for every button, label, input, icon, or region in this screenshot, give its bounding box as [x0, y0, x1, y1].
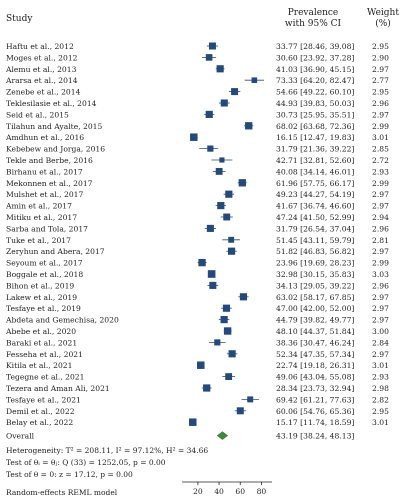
study-row: [5, 65, 389, 74]
x-tick-label: 60: [235, 487, 246, 496]
ci-value: 49.23 [44.27, 54.19]: [276, 190, 355, 200]
study-marker: [203, 384, 210, 391]
study-label: Mulshet et al., 2017: [6, 190, 84, 200]
study-marker: [228, 248, 235, 255]
study-label: Kitila et al., 2021: [6, 361, 73, 371]
study-row: [6, 145, 389, 154]
ci-value: 61.96 [57.75, 66.17]: [276, 178, 355, 188]
study-label: Amin et al., 2017: [6, 201, 72, 211]
weight-value: 2.85: [372, 144, 389, 154]
study-label: Bihon et al., 2019: [6, 281, 75, 291]
ci-value: 48.10 [44.37, 51.84]: [276, 327, 355, 336]
prevalence-ci-column-header: with 95% CI: [284, 19, 342, 29]
study-label: Amdhun et al., 2016: [6, 133, 85, 143]
weight-value: 2.97: [372, 110, 389, 120]
study-label: Tilahun and Ayalte, 2015: [6, 121, 103, 131]
z-test-text: Test of θ = 0: z = 17.12, p = 0.00: [6, 470, 133, 479]
study-label: Fesseha et al., 2021: [6, 349, 83, 359]
study-label: Seid et al., 2015: [6, 110, 69, 120]
overall-label: Overall: [6, 431, 35, 441]
weight-value: 3.01: [372, 361, 389, 371]
weight-value: 2.99: [372, 258, 389, 268]
study-row: [5, 133, 389, 142]
q-test-text: Test of θᵢ = θⱼ: Q (33) = 1252.05, p = 0.00: [6, 458, 166, 467]
weight-value: 2.97: [372, 190, 389, 200]
weight-value: 3.01: [372, 133, 389, 143]
study-row: [5, 202, 389, 211]
weight-value: 2.97: [372, 349, 389, 359]
study-column-header: Study: [6, 14, 33, 24]
ci-value: 69.42 [61.21, 77.63]: [276, 395, 355, 405]
weight-unit-header: (%): [375, 19, 391, 29]
ci-value: 41.03 [36.90, 45.15]: [276, 64, 355, 74]
study-marker: [214, 339, 220, 345]
weight-value: 3.03: [372, 270, 389, 279]
study-row: [6, 213, 389, 222]
study-row: [6, 407, 389, 416]
study-marker: [252, 77, 258, 83]
x-axis: [182, 482, 272, 496]
study-marker: [219, 157, 224, 162]
study-marker: [189, 418, 196, 425]
weight-value: 2.96: [372, 224, 389, 234]
weight-value: 2.82: [372, 395, 389, 405]
study-row: [6, 122, 389, 131]
study-label: Boggale et al., 2018: [6, 270, 84, 279]
study-label: Abdeta and Gemechisa, 2020: [6, 315, 119, 325]
study-row: [6, 190, 389, 199]
weight-value: 3.00: [372, 327, 389, 336]
study-row: [6, 350, 389, 359]
ci-value: 15.17 [11.74, 18.59]: [276, 418, 355, 428]
weight-value: 2.97: [372, 201, 389, 211]
x-tick-label: 40: [214, 487, 224, 496]
weight-value: 2.96: [372, 281, 389, 291]
overall-ci-value: 43.19 [38.24, 48.13]: [276, 431, 355, 441]
study-marker: [229, 350, 236, 357]
study-marker: [198, 259, 205, 266]
study-label: Sarba and Tola, 2017: [6, 224, 89, 234]
study-row: [6, 179, 389, 188]
study-label: Tesfaye et al., 2021: [6, 395, 81, 405]
study-rows: [5, 42, 389, 427]
study-marker: [245, 122, 252, 129]
weight-value: 2.93: [372, 167, 389, 177]
weight-value: 2.97: [372, 247, 389, 257]
model-footnote: Random-effects REML model: [6, 488, 118, 497]
overall-diamond: [217, 432, 227, 440]
study-marker: [225, 191, 232, 198]
study-label: Birhanu et al., 2017: [6, 167, 83, 177]
weight-value: 2.97: [372, 315, 389, 325]
heterogeneity-text: Heterogeneity: T² = 208.11, I² = 97.12%, H² = 34.66: [6, 446, 209, 455]
study-row: [6, 384, 389, 393]
ci-value: 31.79 [21.36, 39.22]: [276, 144, 355, 154]
study-row: [6, 167, 389, 176]
weight-value: 2.81: [372, 235, 389, 245]
study-marker: [216, 168, 223, 175]
study-label: Seyoum et al., 2017: [6, 258, 83, 268]
study-marker: [237, 407, 244, 414]
study-label: Tekle and Berbe, 2016: [6, 156, 93, 165]
study-row: [6, 88, 389, 97]
weight-value: 2.99: [372, 178, 389, 188]
study-label: Haftu et al., 2012: [6, 42, 74, 51]
study-row: [5, 316, 389, 325]
study-marker: [206, 111, 213, 118]
study-label: Lakew et al., 2019: [6, 292, 78, 302]
study-label: Kebebew and Jorga, 2016: [6, 144, 106, 154]
study-row: [6, 247, 389, 256]
study-row: [6, 418, 389, 427]
study-marker: [190, 133, 197, 140]
study-marker: [208, 270, 216, 278]
weight-value: 2.99: [372, 121, 389, 131]
ci-value: 47.24 [41.50, 52.99]: [276, 213, 355, 222]
weight-value: 2.97: [372, 64, 389, 74]
ci-value: 51.45 [43.11, 59.79]: [276, 235, 355, 245]
study-label: Tesfaye et al., 2019: [6, 304, 81, 314]
weight-value: 2.72: [372, 156, 389, 165]
weight-value: 2.84: [372, 338, 389, 348]
study-row: [6, 304, 389, 313]
study-label: Mitiku et al., 2017: [6, 213, 78, 222]
study-row: [6, 293, 389, 302]
study-marker: [209, 43, 216, 50]
ci-value: 47.00 [42.00, 52.00]: [276, 304, 355, 314]
study-label: Belay et al., 2022: [6, 418, 74, 428]
ci-value: 22.74 [19.18, 26.31]: [276, 361, 355, 371]
ci-value: 38.36 [30.47, 46.24]: [276, 338, 355, 348]
study-label: Ararsa et al., 2014: [6, 76, 78, 86]
study-marker: [247, 396, 253, 402]
study-marker: [197, 361, 204, 368]
study-marker: [224, 327, 231, 334]
ci-value: 31.79 [26.54, 37.04]: [276, 224, 355, 234]
ci-value: 63.02 [58.17, 67.85]: [276, 292, 355, 302]
study-row: [6, 156, 389, 165]
study-marker: [207, 146, 213, 152]
study-row: [6, 361, 389, 370]
weight-value: 3.01: [372, 418, 389, 428]
study-marker: [223, 305, 230, 312]
weight-value: 2.93: [372, 372, 389, 382]
ci-value: 68.02 [63.68, 72.36]: [276, 121, 355, 131]
study-marker: [225, 373, 232, 380]
x-tick-label: 20: [193, 487, 203, 496]
study-marker: [240, 293, 247, 300]
study-row: [6, 110, 389, 119]
study-label: Mekonnen et al., 2017: [6, 178, 93, 188]
ci-value: 34.13 [29.05, 39.22]: [276, 281, 355, 291]
ci-value: 49.06 [43.04, 55.08]: [276, 372, 355, 382]
ci-value: 33.77 [28.46, 39.08]: [276, 42, 355, 51]
ci-value: 28.34 [23.73, 32.94]: [276, 384, 355, 393]
study-row: [6, 373, 389, 382]
study-label: Tegegne et al., 2021: [6, 372, 85, 382]
weight-value: 2.96: [372, 99, 389, 108]
ci-value: 60.06 [54.76, 65.36]: [276, 406, 355, 416]
study-marker: [221, 99, 228, 106]
study-marker: [239, 179, 246, 186]
weight-column-header: Weight: [367, 8, 399, 18]
ci-value: 30.60 [23.92, 37.28]: [276, 53, 355, 63]
study-label: Moges et al., 2012: [6, 53, 78, 63]
study-label: Zeryhun and Abera, 2017: [6, 247, 105, 257]
study-marker: [228, 237, 234, 243]
ci-value: 44.79 [39.82, 49.77]: [276, 315, 355, 325]
study-row: [6, 259, 389, 268]
weight-value: 2.97: [372, 292, 389, 302]
study-label: Abebe et al., 2020: [6, 327, 77, 336]
weight-value: 2.98: [372, 384, 389, 393]
weight-value: 2.90: [372, 53, 389, 63]
ci-value: 41.67 [36.74, 46.60]: [276, 201, 355, 211]
ci-value: 51.82 [46.83, 56.82]: [276, 247, 355, 257]
study-label: Alemu et al., 2013: [6, 64, 77, 74]
study-row: [6, 338, 389, 347]
ci-value: 42.71 [32.81, 52.60]: [276, 156, 355, 165]
weight-value: 2.95: [372, 87, 389, 97]
study-row: [6, 224, 389, 233]
study-row: [6, 395, 389, 404]
x-tick-label: 80: [256, 487, 267, 496]
study-label: Zenebe et al., 2014: [6, 87, 81, 97]
ci-value: 23.96 [19.69, 28.23]: [276, 258, 355, 268]
study-row: [6, 270, 389, 279]
ci-value: 40.08 [34.14, 46.01]: [276, 167, 355, 177]
study-row: [5, 76, 389, 85]
study-marker: [217, 202, 224, 209]
ci-value: 44.93 [39.83, 50.03]: [276, 99, 355, 108]
study-marker: [217, 65, 224, 72]
study-row: [6, 236, 389, 245]
study-marker: [221, 316, 228, 323]
study-label: Demil et al., 2022: [6, 406, 75, 416]
ci-value: 52.34 [47.35, 57.34]: [276, 349, 355, 359]
study-marker: [231, 88, 238, 95]
weight-value: 2.95: [372, 42, 389, 51]
study-row: [6, 99, 389, 108]
ci-value: 32.98 [30.15, 35.83]: [276, 270, 355, 279]
ci-value: 54.66 [49.22, 60.10]: [276, 87, 355, 97]
weight-value: 2.95: [372, 406, 389, 416]
study-row: [5, 327, 389, 336]
study-row: [6, 281, 389, 290]
study-label: Tuke et al., 2017: [6, 235, 71, 245]
study-marker: [207, 225, 214, 232]
study-label: Baraki et al., 2021: [6, 338, 78, 348]
study-marker: [206, 54, 213, 61]
study-label: Teklesilasie et al., 2014: [6, 99, 97, 108]
ci-value: 16.15 [12.47, 19.83]: [276, 133, 355, 143]
weight-value: 2.94: [372, 213, 389, 222]
study-marker: [223, 214, 230, 221]
weight-value: 2.77: [372, 76, 389, 86]
study-row: [6, 53, 389, 62]
ci-value: 30.73 [25.95, 35.51]: [276, 110, 355, 120]
overall-row: [6, 432, 354, 441]
weight-value: 2.97: [372, 304, 389, 314]
prevalence-column-header: Prevalence: [287, 8, 339, 18]
study-row: [6, 42, 389, 51]
study-marker: [209, 282, 216, 289]
ci-value: 73.33 [64.20, 82.47]: [276, 76, 355, 86]
study-label: Tezera and Aman Ali, 2021: [6, 384, 110, 393]
